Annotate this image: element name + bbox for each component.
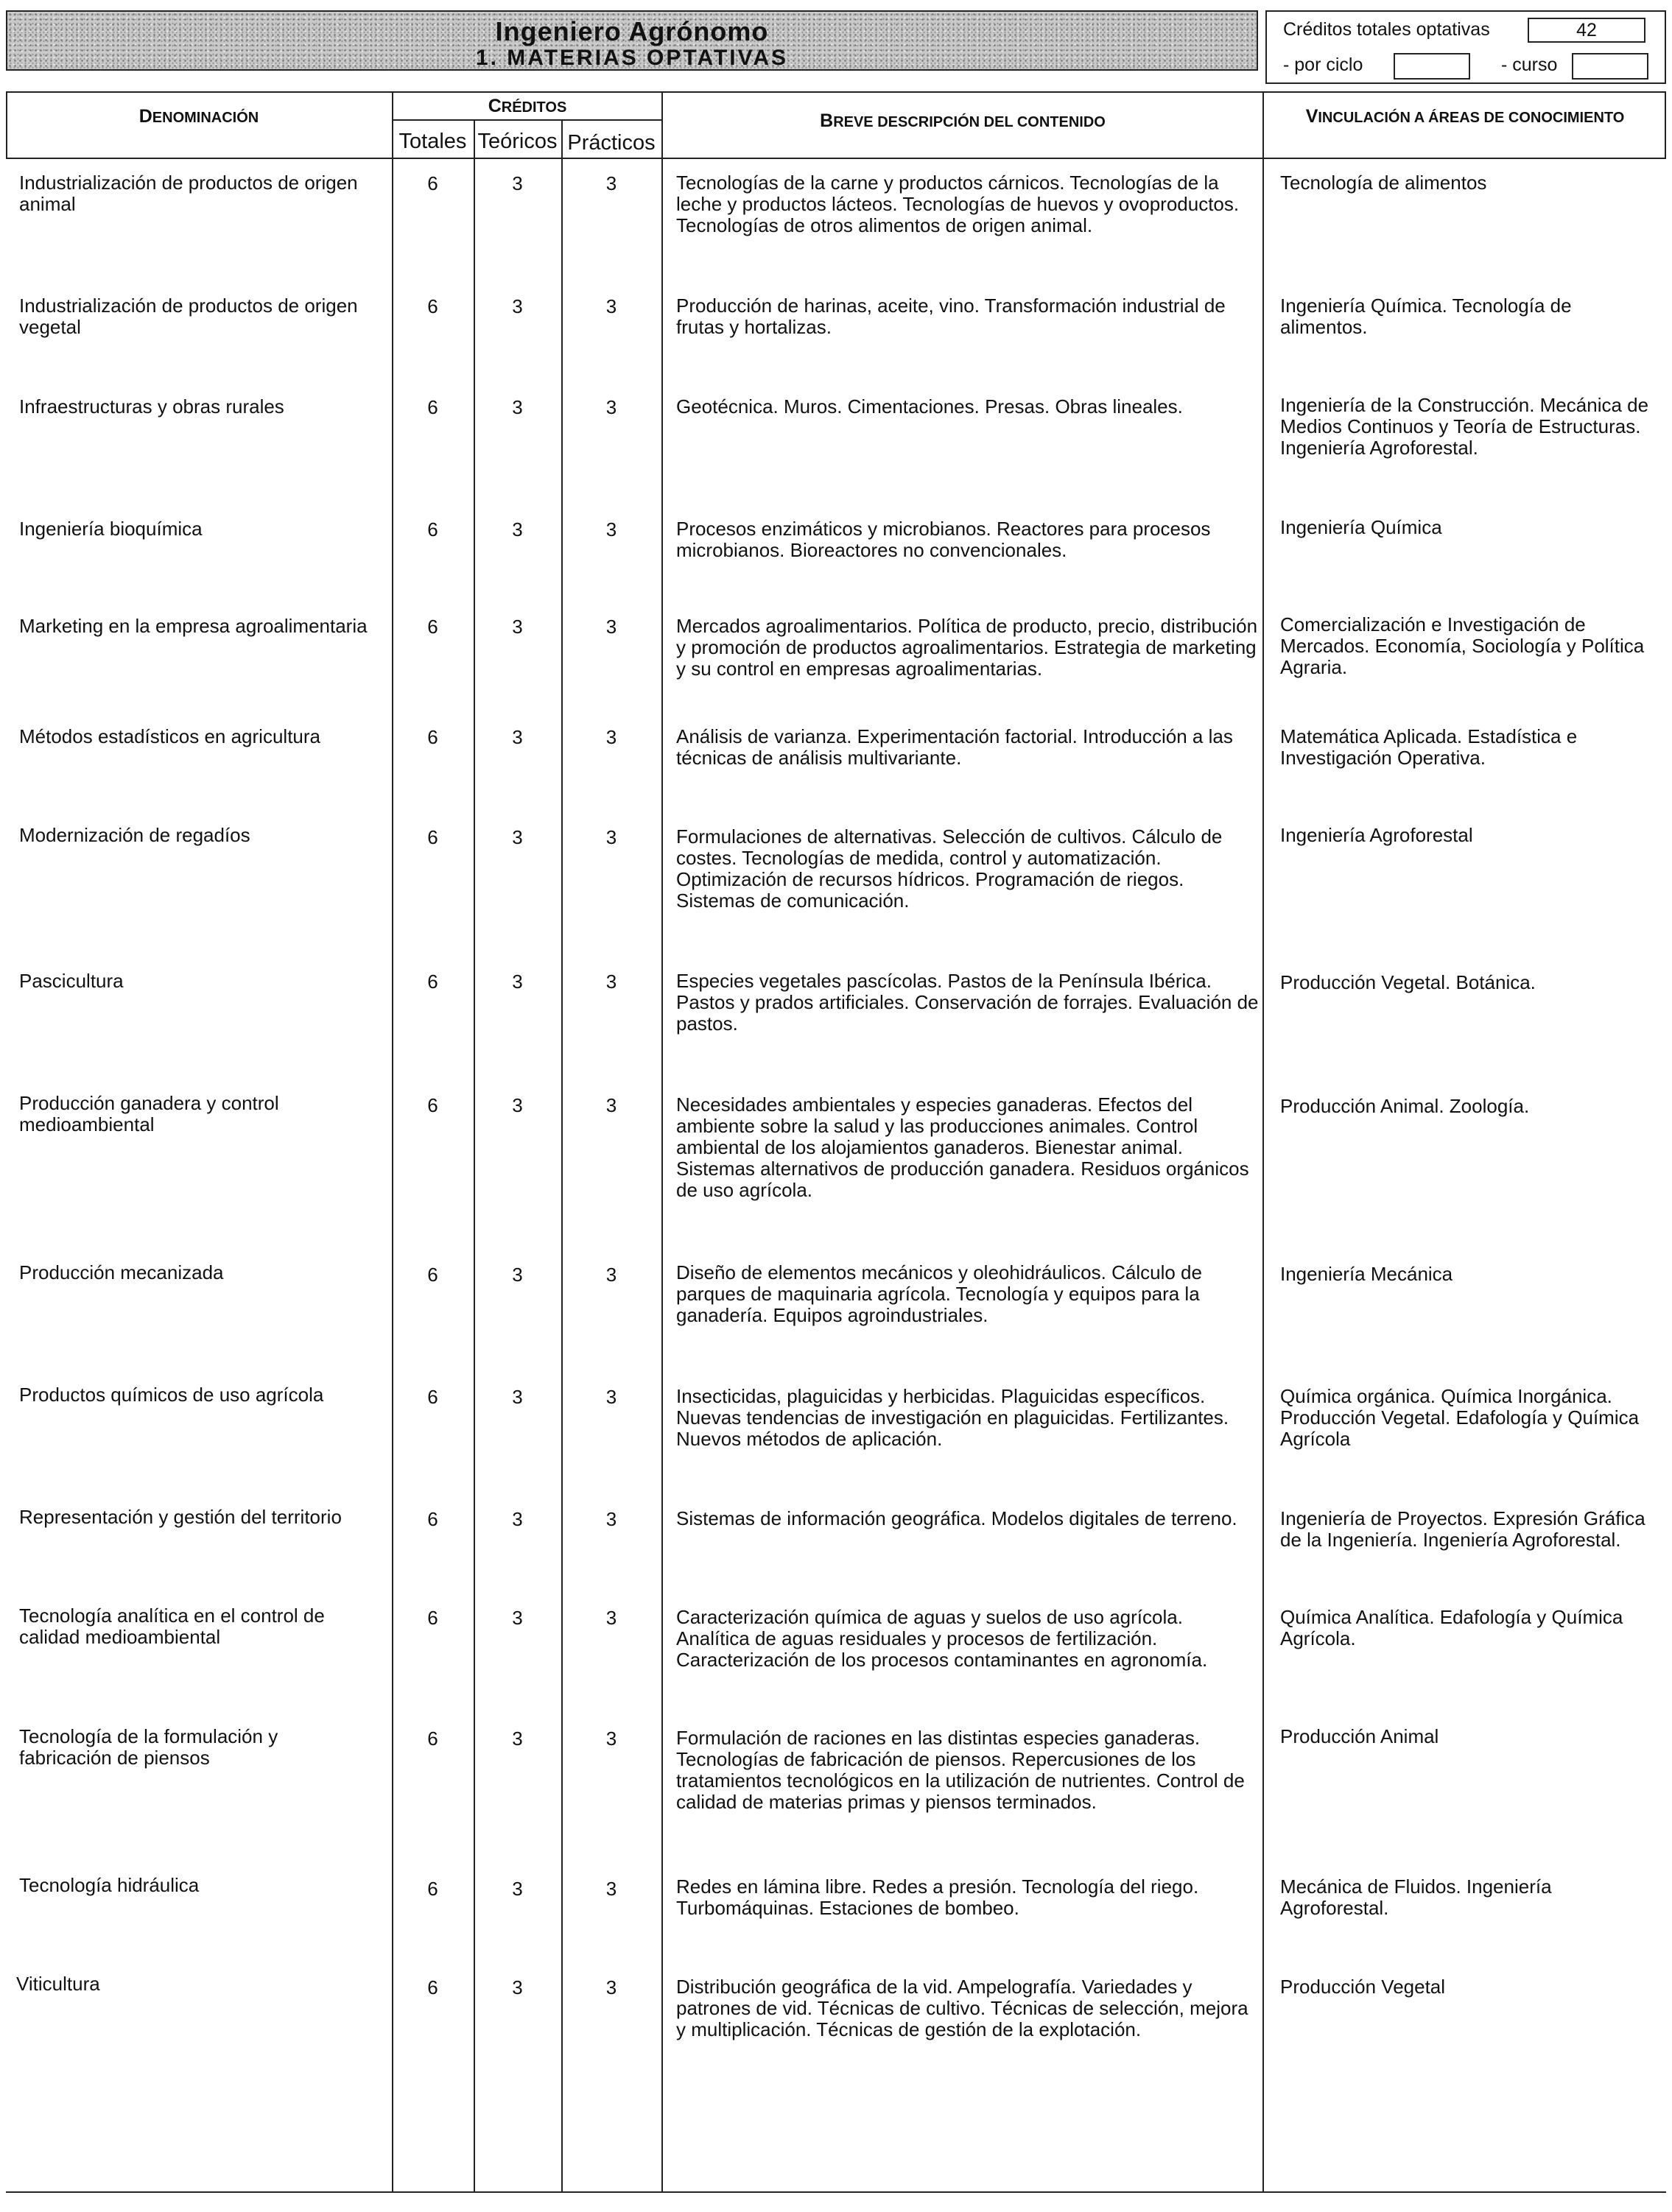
row-name: Productos químicos de uso agrícola: [19, 1384, 324, 1406]
row-teoricos: 3: [512, 1386, 523, 1408]
row-areas: Producción Animal. Zoología.: [1280, 1095, 1530, 1117]
row-areas: Producción Animal: [1280, 1725, 1439, 1747]
row-name: Pascicultura: [19, 970, 124, 992]
row-practicos: 3: [605, 295, 617, 317]
row-name: Tecnología hidráulica: [19, 1874, 200, 1896]
column-header-practicos: Prácticos: [567, 131, 656, 155]
row-description: Redes en lámina libre. Redes a presión. Tecnología del riego. Turbomáquinas. Estaciones de bombeo.: [676, 1875, 1199, 1919]
title-banner: [6, 10, 1258, 71]
row-name: Representación y gestión del territorio: [19, 1506, 342, 1528]
row-areas: Mecánica de Fluidos. Ingeniería Agroforestal.: [1280, 1875, 1552, 1919]
row-practicos: 3: [605, 1976, 617, 1998]
col-divider-practicos: [661, 91, 663, 2193]
page-title: Ingeniero Agrónomo: [495, 16, 769, 46]
row-practicos: 3: [605, 726, 617, 748]
per-course-field: [1572, 53, 1648, 80]
row-areas: Química orgánica. Química Inorgánica. Producción Vegetal. Edafología y Química Agrícola: [1280, 1385, 1640, 1450]
row-practicos: 3: [605, 1264, 617, 1286]
row-name: Tecnología de la formulación y fabricación de piensos: [19, 1725, 278, 1769]
row-areas: Ingeniería Agroforestal: [1280, 824, 1473, 846]
row-practicos: 3: [605, 971, 617, 993]
row-totales: 6: [427, 616, 438, 638]
row-practicos: 3: [605, 396, 617, 418]
row-areas: Producción Vegetal: [1280, 1976, 1446, 1998]
row-teoricos: 3: [512, 1264, 523, 1286]
row-practicos: 3: [605, 616, 617, 638]
row-description: Geotécnica. Muros. Cimentaciones. Presas. Obras lineales.: [676, 395, 1183, 418]
row-name: Viticultura: [16, 1973, 100, 1995]
row-practicos: 3: [605, 172, 617, 194]
row-description: Sistemas de información geográfica. Modelos digitales de terreno.: [676, 1507, 1237, 1529]
row-name: Producción mecanizada: [19, 1261, 224, 1283]
column-header-denominacion: DENOMINACIÓN: [138, 106, 259, 127]
row-name: Industrialización de productos de origen animal: [19, 172, 358, 215]
page-subtitle: 1. MATERIAS OPTATIVAS: [475, 46, 789, 70]
row-areas: Ingeniería de Proyectos. Expresión Gráfica de la Ingeniería. Ingeniería Agroforestal.: [1280, 1507, 1645, 1551]
table-top-border: [6, 91, 1666, 93]
row-teoricos: 3: [512, 1607, 523, 1629]
row-totales: 6: [427, 295, 438, 317]
row-name: Marketing en la empresa agroalimentaria: [19, 615, 368, 637]
column-header-teoricos: Teóricos: [477, 130, 558, 153]
row-description: Tecnologías de la carne y productos cárnicos. Tecnologías de la leche y productos lácteos. Tecnologías de huevos y ovoproductos. Tecnologías de otros alimentos de origen animal.: [676, 172, 1240, 236]
row-practicos: 3: [605, 1508, 617, 1530]
creditos-header-divider: [392, 119, 663, 121]
row-teoricos: 3: [512, 1976, 523, 1998]
row-totales: 6: [427, 726, 438, 748]
row-name: Producción ganadera y control medioambiental: [19, 1092, 279, 1135]
row-totales: 6: [427, 1878, 438, 1900]
row-teoricos: 3: [512, 518, 523, 540]
column-header-totales: Totales: [398, 130, 467, 153]
row-practicos: 3: [605, 518, 617, 540]
row-description: Formulación de raciones en las distintas especies ganaderas. Tecnologías de fabricación de piensos. Repercusiones de los tratamientos tecnológicos en la utilización de nutrientes. Control de calidad de materias primas y piensos terminados.: [676, 1727, 1245, 1813]
row-teoricos: 3: [512, 1727, 523, 1750]
row-name: Industrialización de productos de origen vegetal: [19, 295, 358, 338]
row-description: Necesidades ambientales y especies ganaderas. Efectos del ambiente sobre la salud y las producciones animales. Control ambiental de los alojamientos ganaderos. Bienestar animal. Sistemas alternativos de producción ganadera. Residuos orgánicos de uso agrícola.: [676, 1093, 1249, 1201]
row-totales: 6: [427, 826, 438, 848]
row-description: Especies vegetales pascícolas. Pastos de la Península Ibérica. Pastos y prados artificiales. Conservación de forrajes. Evaluación de pastos.: [676, 970, 1259, 1035]
row-practicos: 3: [605, 826, 617, 848]
col-divider-descripcion: [1262, 91, 1264, 2193]
table-bottom-border: [6, 2191, 1666, 2193]
row-practicos: 3: [605, 1094, 617, 1116]
column-header-creditos: CRÉDITOS: [488, 96, 567, 116]
row-totales: 6: [427, 1607, 438, 1629]
row-areas: Ingeniería Química: [1280, 516, 1442, 538]
row-areas: Producción Vegetal. Botánica.: [1280, 971, 1536, 993]
row-description: Análisis de varianza. Experimentación factorial. Introducción a las técnicas de análisis multivariante.: [676, 725, 1233, 769]
row-areas: Química Analítica. Edafología y Química Agrícola.: [1280, 1606, 1623, 1649]
row-totales: 6: [427, 1976, 438, 1998]
total-optional-credits-label: Créditos totales optativas: [1283, 19, 1490, 40]
row-teoricos: 3: [512, 1878, 523, 1900]
row-teoricos: 3: [512, 396, 523, 418]
row-teoricos: 3: [512, 616, 523, 638]
row-name: Modernización de regadíos: [19, 824, 250, 846]
row-name: Infraestructuras y obras rurales: [19, 395, 284, 418]
row-areas: Comercialización e Investigación de Mercados. Economía, Sociología y Política Agraria.: [1280, 613, 1645, 678]
row-practicos: 3: [605, 1727, 617, 1750]
column-header-vinculacion: VINCULACIÓN A ÁREAS DE CONOCIMIENTO: [1305, 106, 1625, 127]
row-description: Producción de harinas, aceite, vino. Transformación industrial de frutas y hortalizas.: [676, 295, 1226, 338]
row-teoricos: 3: [512, 1094, 523, 1116]
row-totales: 6: [427, 1094, 438, 1116]
row-description: Diseño de elementos mecánicos y oleohidráulicos. Cálculo de parques de maquinaria agrícola. Tecnología y equipos para la ganadería. Equipos agroindustriales.: [676, 1261, 1202, 1326]
row-areas: Ingeniería de la Construcción. Mecánica de Medios Continuos y Teoría de Estructuras. Ingeniería Agroforestal.: [1280, 394, 1649, 459]
header-bottom-border: [6, 158, 1666, 159]
row-teoricos: 3: [512, 295, 523, 317]
row-areas: Matemática Aplicada. Estadística e Investigación Operativa.: [1280, 725, 1578, 769]
row-totales: 6: [427, 1264, 438, 1286]
row-description: Procesos enzimáticos y microbianos. Reactores para procesos microbianos. Bioreactores no convencionales.: [676, 518, 1211, 561]
per-course-label: - curso: [1501, 54, 1558, 75]
row-totales: 6: [427, 1386, 438, 1408]
row-name: Ingeniería bioquímica: [19, 518, 203, 540]
row-description: Insecticidas, plaguicidas y herbicidas. Plaguicidas específicos. Nuevas tendencias de investigación en plaguicidas. Fertilizantes. Nuevos métodos de aplicación.: [676, 1385, 1229, 1450]
row-areas: Ingeniería Mecánica: [1280, 1263, 1453, 1285]
row-description: Distribución geográfica de la vid. Ampelografía. Variedades y patrones de vid. Técnicas de cultivo. Técnicas de selección, mejora y multiplicación. Técnicas de gestión de la explotación.: [676, 1976, 1248, 2040]
row-description: Caracterización química de aguas y suelos de uso agrícola. Analítica de aguas residuales y procesos de fertilización. Caracterización de los procesos contaminantes en agronomía.: [676, 1606, 1208, 1671]
per-cycle-field: [1394, 53, 1470, 80]
row-teoricos: 3: [512, 971, 523, 993]
column-header-descripcion: BREVE DESCRIPCIÓN DEL CONTENIDO: [820, 110, 1106, 131]
row-practicos: 3: [605, 1878, 617, 1900]
row-totales: 6: [427, 396, 438, 418]
row-teoricos: 3: [512, 172, 523, 194]
row-totales: 6: [427, 518, 438, 540]
row-totales: 6: [427, 1508, 438, 1530]
row-description: Formulaciones de alternativas. Selección de cultivos. Cálculo de costes. Tecnologías de medida, control y automatización. Optimización de recursos hídricos. Programación de riegos. Sistemas de comunicación.: [676, 825, 1223, 912]
row-name: Tecnología analítica en el control de calidad medioambiental: [19, 1605, 325, 1648]
row-teoricos: 3: [512, 1508, 523, 1530]
per-cycle-label: - por ciclo: [1283, 54, 1363, 75]
row-description: Mercados agroalimentarios. Política de producto, precio, distribución y promoción de productos agroalimentarios. Estrategia de marketing y su control en empresas agroalimentarias.: [676, 615, 1258, 680]
row-totales: 6: [427, 971, 438, 993]
row-areas: Tecnología de alimentos: [1280, 172, 1487, 194]
row-totales: 6: [427, 1727, 438, 1750]
row-name: Métodos estadísticos en agricultura: [19, 725, 320, 747]
row-areas: Ingeniería Química. Tecnología de alimentos.: [1280, 295, 1572, 338]
row-teoricos: 3: [512, 726, 523, 748]
total-optional-credits-field: 42: [1528, 18, 1645, 43]
row-practicos: 3: [605, 1607, 617, 1629]
credits-summary-box: [1265, 10, 1666, 84]
row-totales: 6: [427, 172, 438, 194]
row-teoricos: 3: [512, 826, 523, 848]
row-practicos: 3: [605, 1386, 617, 1408]
